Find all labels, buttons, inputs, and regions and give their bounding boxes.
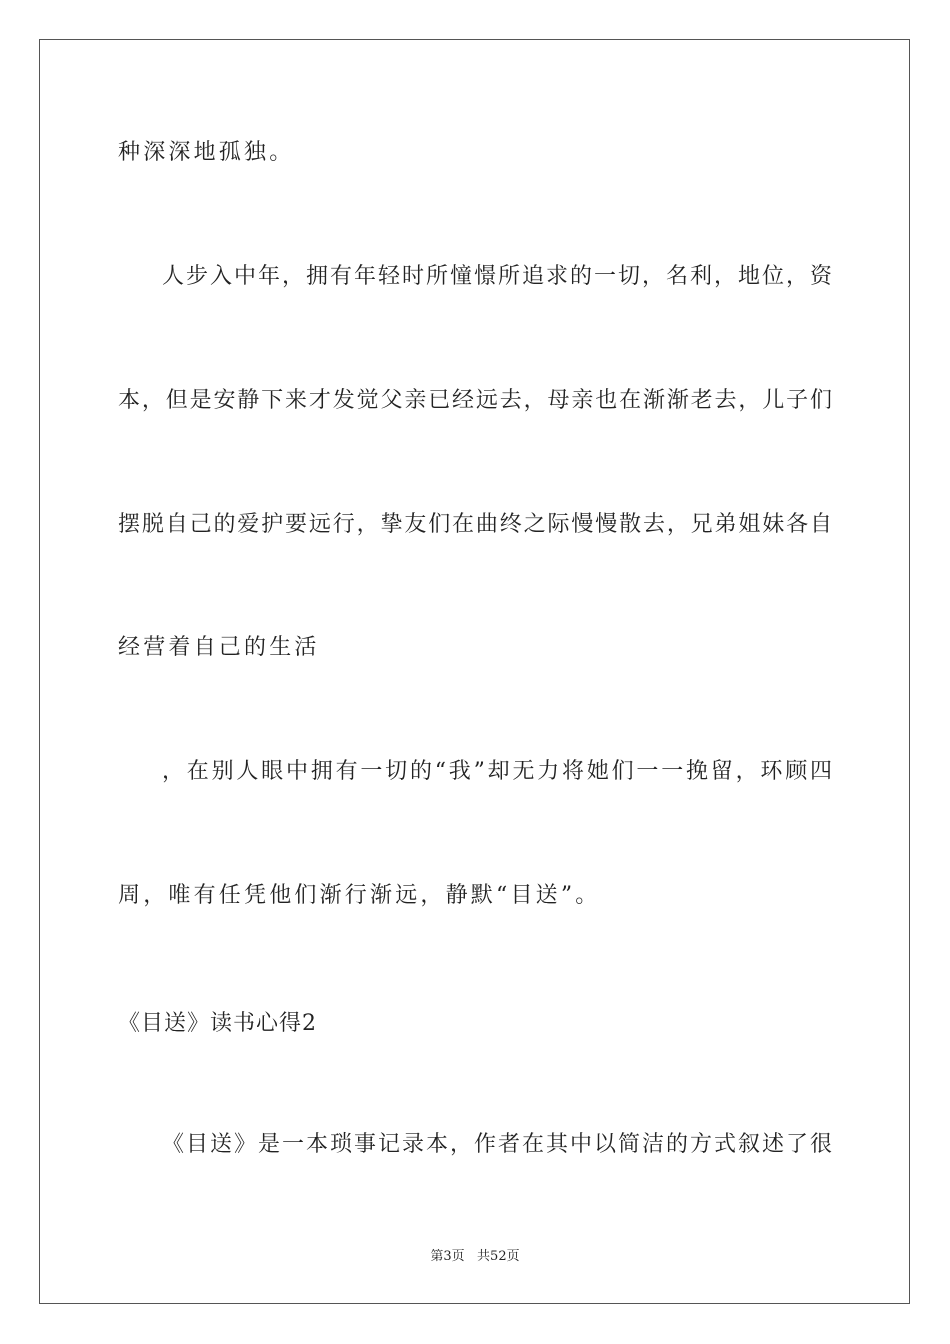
section-heading: 《目送》读书心得2 <box>118 1011 317 1036</box>
page-number-footer: 第3页 共52页 <box>430 1249 520 1264</box>
paragraph-line-5: 经营着自己的生活 <box>118 635 320 660</box>
paragraph-line-1: 种深深地孤独。 <box>118 140 295 165</box>
paragraph-line-6: ，在别人眼中拥有一切的“我”却无力将她们一一挽留，环顾四 <box>162 759 832 784</box>
page-border <box>39 39 910 1304</box>
paragraph-line-7: 周，唯有任凭他们渐行渐远，静默“目送”。 <box>118 883 601 908</box>
paragraph-line-2: 人步入中年，拥有年轻时所憧憬所追求的一切，名利，地位，资 <box>162 264 832 289</box>
paragraph-line-4: 摆脱自己的爱护要远行，挚友们在曲终之际慢慢散去，兄弟姐妹各自 <box>118 512 832 537</box>
paragraph-line-3: 本，但是安静下来才发觉父亲已经远去，母亲也在渐渐老去，儿子们 <box>118 388 832 413</box>
paragraph-line-9: 《目送》是一本琐事记录本，作者在其中以简洁的方式叙述了很 <box>162 1132 832 1157</box>
